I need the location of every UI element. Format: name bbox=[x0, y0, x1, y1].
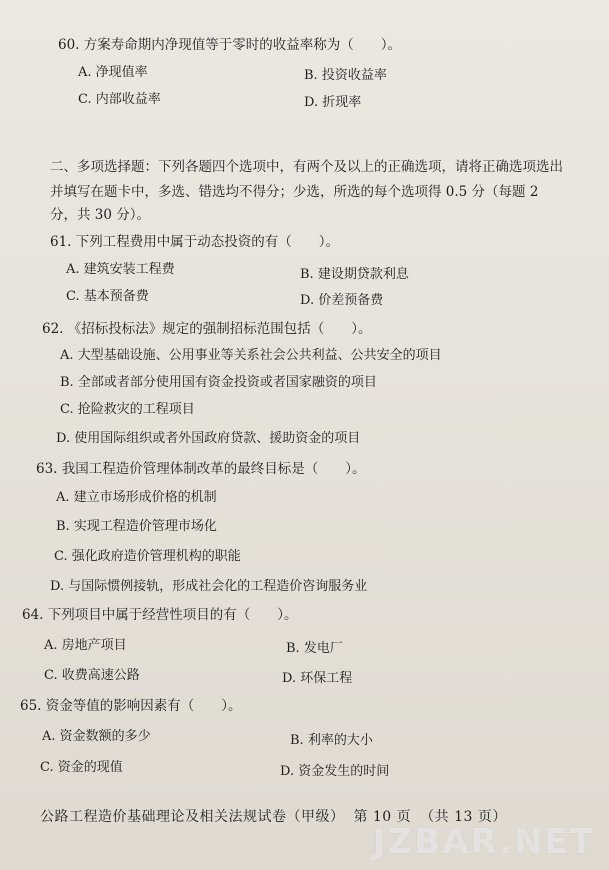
watermark: JZBAR.NET bbox=[372, 822, 595, 862]
q65-option-d: D. 资金发生的时间 bbox=[280, 764, 390, 779]
footer-page: 第 10 页 bbox=[353, 809, 412, 825]
q63-option-d: D. 与国际惯例接轨，形成社会化的工程造价咨询服务业 bbox=[50, 579, 368, 594]
q60-option-d: D. 折现率 bbox=[304, 95, 362, 110]
q64-option-b: B. 发电厂 bbox=[286, 641, 343, 656]
footer-total: （共 13 页） bbox=[420, 809, 507, 825]
q64-option-d: D. 环保工程 bbox=[282, 671, 353, 686]
q65-option-a: A. 资金数额的多少 bbox=[42, 729, 151, 744]
q65-option-b: B. 利率的大小 bbox=[290, 733, 373, 748]
section2-line1: 二、多项选择题：下列各题四个选项中，有两个及以上的正确选项，请将正确选项选出 bbox=[50, 159, 563, 175]
q61-option-c: C. 基本预备费 bbox=[66, 289, 149, 304]
q65-option-c: C. 资金的现值 bbox=[40, 760, 123, 775]
q61-stem: 61. 下列工程费用中属于动态投资的有（ ）。 bbox=[50, 234, 340, 250]
q62-option-c: C. 抢险救灾的工程项目 bbox=[60, 402, 195, 417]
section2-line3: 分，共 30 分）。 bbox=[50, 207, 151, 223]
section2-line2: 并填写在题卡中，多选、错选均不得分；少选，所选的每个选项得 0.5 分（每题 2 bbox=[50, 184, 539, 200]
q61-option-a: A. 建筑安装工程费 bbox=[66, 262, 175, 277]
q63-stem: 63. 我国工程造价管理体制改革的最终目标是（ ）。 bbox=[36, 461, 366, 477]
q60-option-a: A. 净现值率 bbox=[78, 65, 148, 80]
q65-stem: 65. 资金等值的影响因素有（ ）。 bbox=[20, 698, 242, 714]
q62-option-d: D. 使用国际组织或者外国政府贷款、援助资金的项目 bbox=[56, 431, 361, 446]
q62-option-b: B. 全部或者部分使用国有资金投资或者国家融资的项目 bbox=[60, 375, 377, 390]
footer-title: 公路工程造价基础理论及相关法规试卷（甲级） bbox=[40, 809, 345, 825]
q61-option-d: D. 价差预备费 bbox=[300, 293, 384, 308]
q63-option-a: A. 建立市场形成价格的机制 bbox=[56, 490, 217, 505]
q60-option-b: B. 投资收益率 bbox=[304, 68, 387, 83]
q63-option-c: C. 强化政府造价管理机构的职能 bbox=[54, 549, 241, 564]
q60-option-c: C. 内部收益率 bbox=[78, 92, 161, 107]
q62-option-a: A. 大型基础设施、公用事业等关系社会公共利益、公共安全的项目 bbox=[60, 348, 442, 363]
q61-option-b: B. 建设期贷款利息 bbox=[300, 267, 409, 282]
q64-stem: 64. 下列项目中属于经营性项目的有（ ）。 bbox=[22, 607, 298, 623]
q64-option-c: C. 收费高速公路 bbox=[44, 668, 140, 683]
q62-stem: 62. 《招标投标法》规定的强制招标范围包括（ ）。 bbox=[42, 321, 372, 337]
q64-option-a: A. 房地产项目 bbox=[44, 638, 127, 653]
q63-option-b: B. 实现工程造价管理市场化 bbox=[56, 519, 217, 534]
q60-stem: 60. 方案寿命期内净现值等于零时的收益率称为（ ）。 bbox=[58, 37, 402, 53]
